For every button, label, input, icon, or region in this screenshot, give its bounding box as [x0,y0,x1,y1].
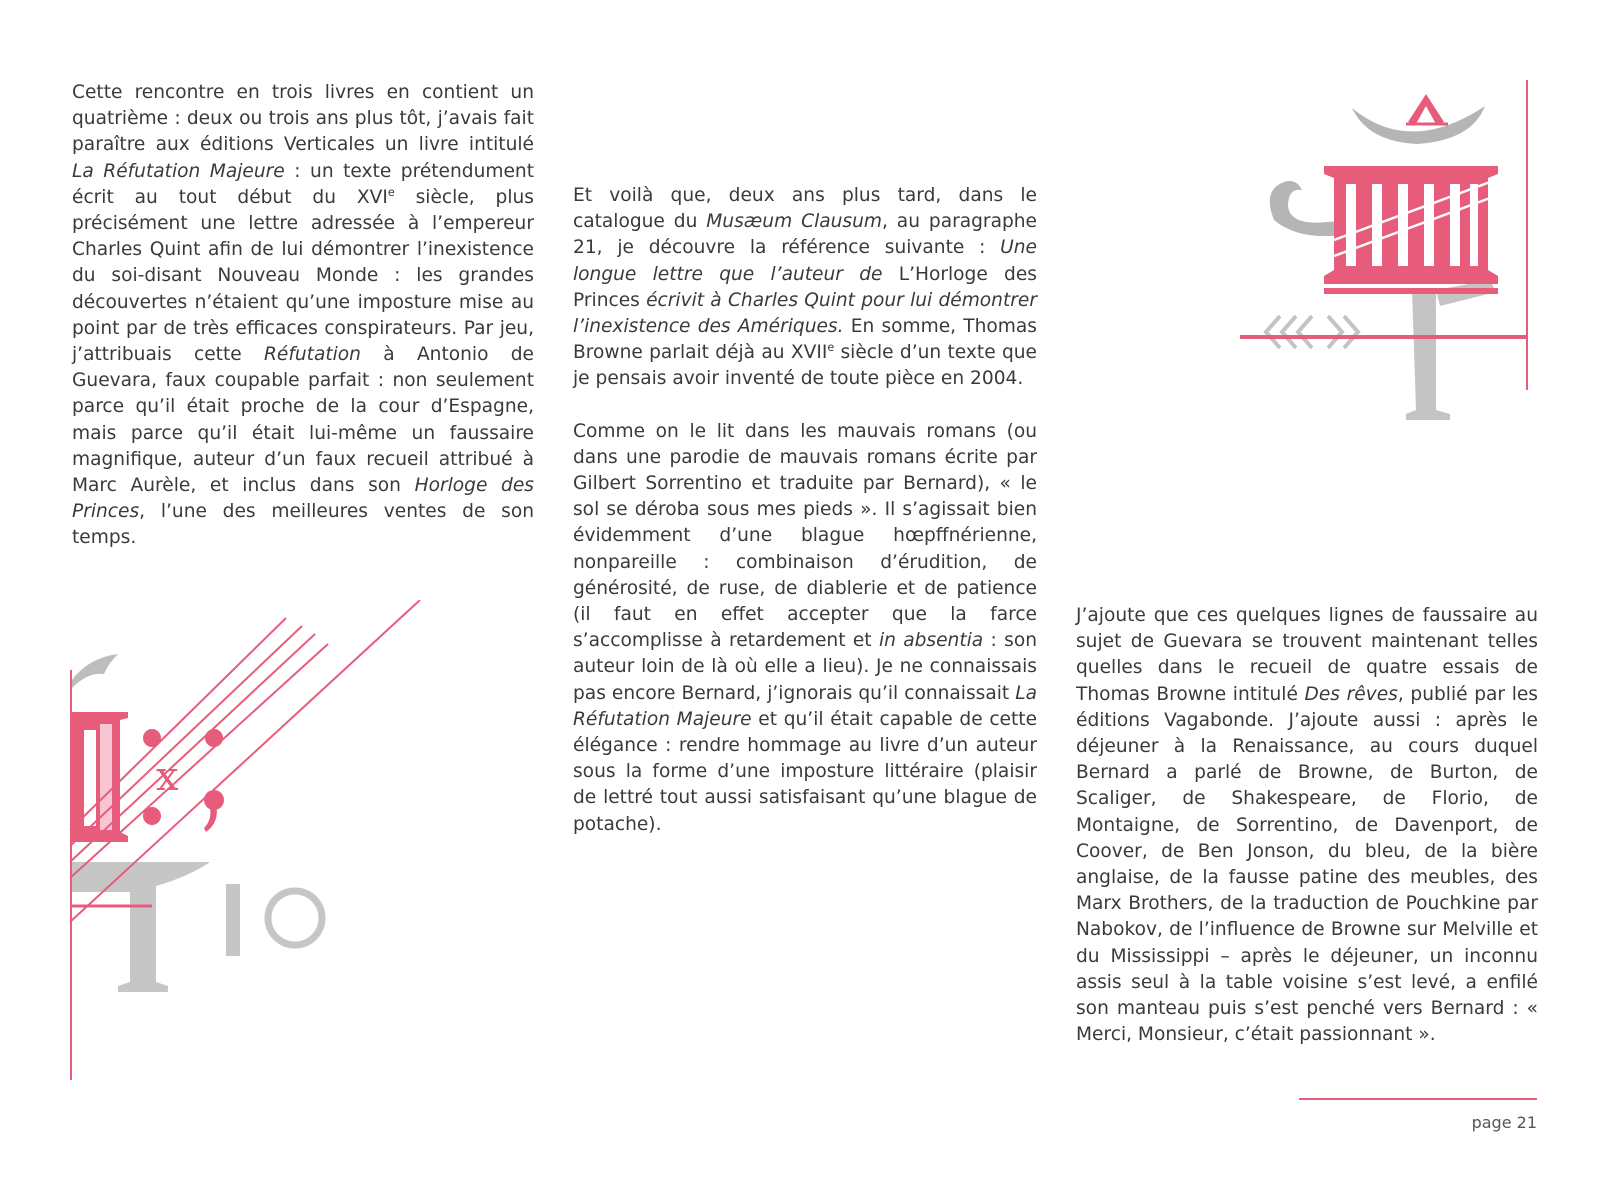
text-column-left [72,80,534,552]
paragraph: J’ajoute que ces quelques lignes de faussaire au sujet de Guevara se trouvent maintenant telles quelles dans le recueil de quatre essais de Thomas Browne intitulé Des rêves, publié par les éditions Vagabonde. J’ajoute aussi : après le déjeuner à la Renaissance, au cours duquel Bernard a parlé de Browne, de Burton, de Scaliger, de Shakespeare, de Florio, de Montaigne, de Sorrentino, de Davenport, de Coover, de Ben Jonson, du bleu, de la bière anglaise, de la fausse patine des meubles, des Marx Brothers, de la traduction de Pouchkine par Nabokov, de l’influence de Browne sur Melville et du Mississippi – après le déjeuner, un inconnu assis seul à la table voisine s’est levé, a enfilé son manteau puis s’est penché vers Bernard : « Merci, Monsieur, c’était passionnant ». [1076,605,1538,1046]
paragraph: Et voilà que, deux ans plus tard, dans le catalogue du Musæum Clausum, au paragraphe 21, je découvre la référence suivante : Une longue lettre que l’auteur de L’Horloge des Princes écrivit à Charles Quint pour lui démontrer l’inexistence des Amériques. En somme, Thomas Browne parlait déjà au XVIIe siècle d’un texte que je pensais avoir inventé de toute pièce en 2004. [573,185,1037,390]
paragraph: Cette rencontre en trois livres en contient un quatrième : deux ou trois ans plus tôt, j’avais fait paraître aux éditions Verticales un livre intitulé La Réfutation Majeure : un texte prétendument écrit au tout début du XVIe siècle, plus précisément une lettre adressée à l’empereur Charles Quint afin de lui démontrer l’inexistence du soi-disant Nouveau Monde : les grandes découvertes n’étaient qu’une imposture mise au point par de très efficaces conspirateurs. Par jeu, j’attribuais cette Réfutation à Antonio de Guevara, faux coupable parfait : non seulement parce qu’il était proche de la cour d’Espagne, mais parce qu’il était lui-même un faussaire magnifique, auteur d’un faux recueil attribué à Marc Aurèle, et inclus dans son Horloge des Princes, l’une des meilleures ventes de son temps. [72,82,534,549]
book-title: Réfutation [263,344,361,366]
typographic-ornament-left [60,600,440,1100]
book-title: Horloge des Princes [72,475,534,523]
typographic-ornament-right [1240,70,1540,430]
text-column-right [1076,603,1538,1048]
paragraph: Comme on le lit dans les mauvais romans (ou dans une parodie de mauvais romans écrite par Gilbert Sorrentino et traduite par Bernard), « le sol se déroba sous mes pieds ». Il s’agissait bien évidemment d’une blague hœpffnérienne, nonpareille : combinaison d’érudition, de générosité, de ruse, de diablerie et de patience (il faut en effet accepter que la farce s’accomplisse à retardement et in absentia : son auteur loin de là où elle a lieu). Je ne connaissais pas encore Bernard, j’ignorais qu’il connaissait La Réfutation Majeure et qu’il était capable de cette élégance : rendre hommage au livre d’un auteur sous la forme d’une imposture littéraire (plaisir de lettré tout aussi satisfaisant qu’une blague de potache). [573,420,1038,835]
book-title: La Réfutation Majeure [573,682,1037,730]
page-number: page 21 [1471,1113,1537,1132]
text-column-middle [573,183,1037,838]
quotation: Une longue lettre que l’auteur de [573,237,1037,285]
book-title: Musæum Clausum [706,211,882,233]
quotation: écrivit à Charles Quint pour lui démontrer l’inexistence des Amériques. [573,289,1037,338]
latin-phrase: in absentia [878,630,984,652]
book-title: Des rêves [1304,683,1398,705]
book-title: La Réfutation Majeure [72,160,285,182]
svg-text:x: x [156,754,179,800]
footer-rule [1299,1098,1537,1100]
